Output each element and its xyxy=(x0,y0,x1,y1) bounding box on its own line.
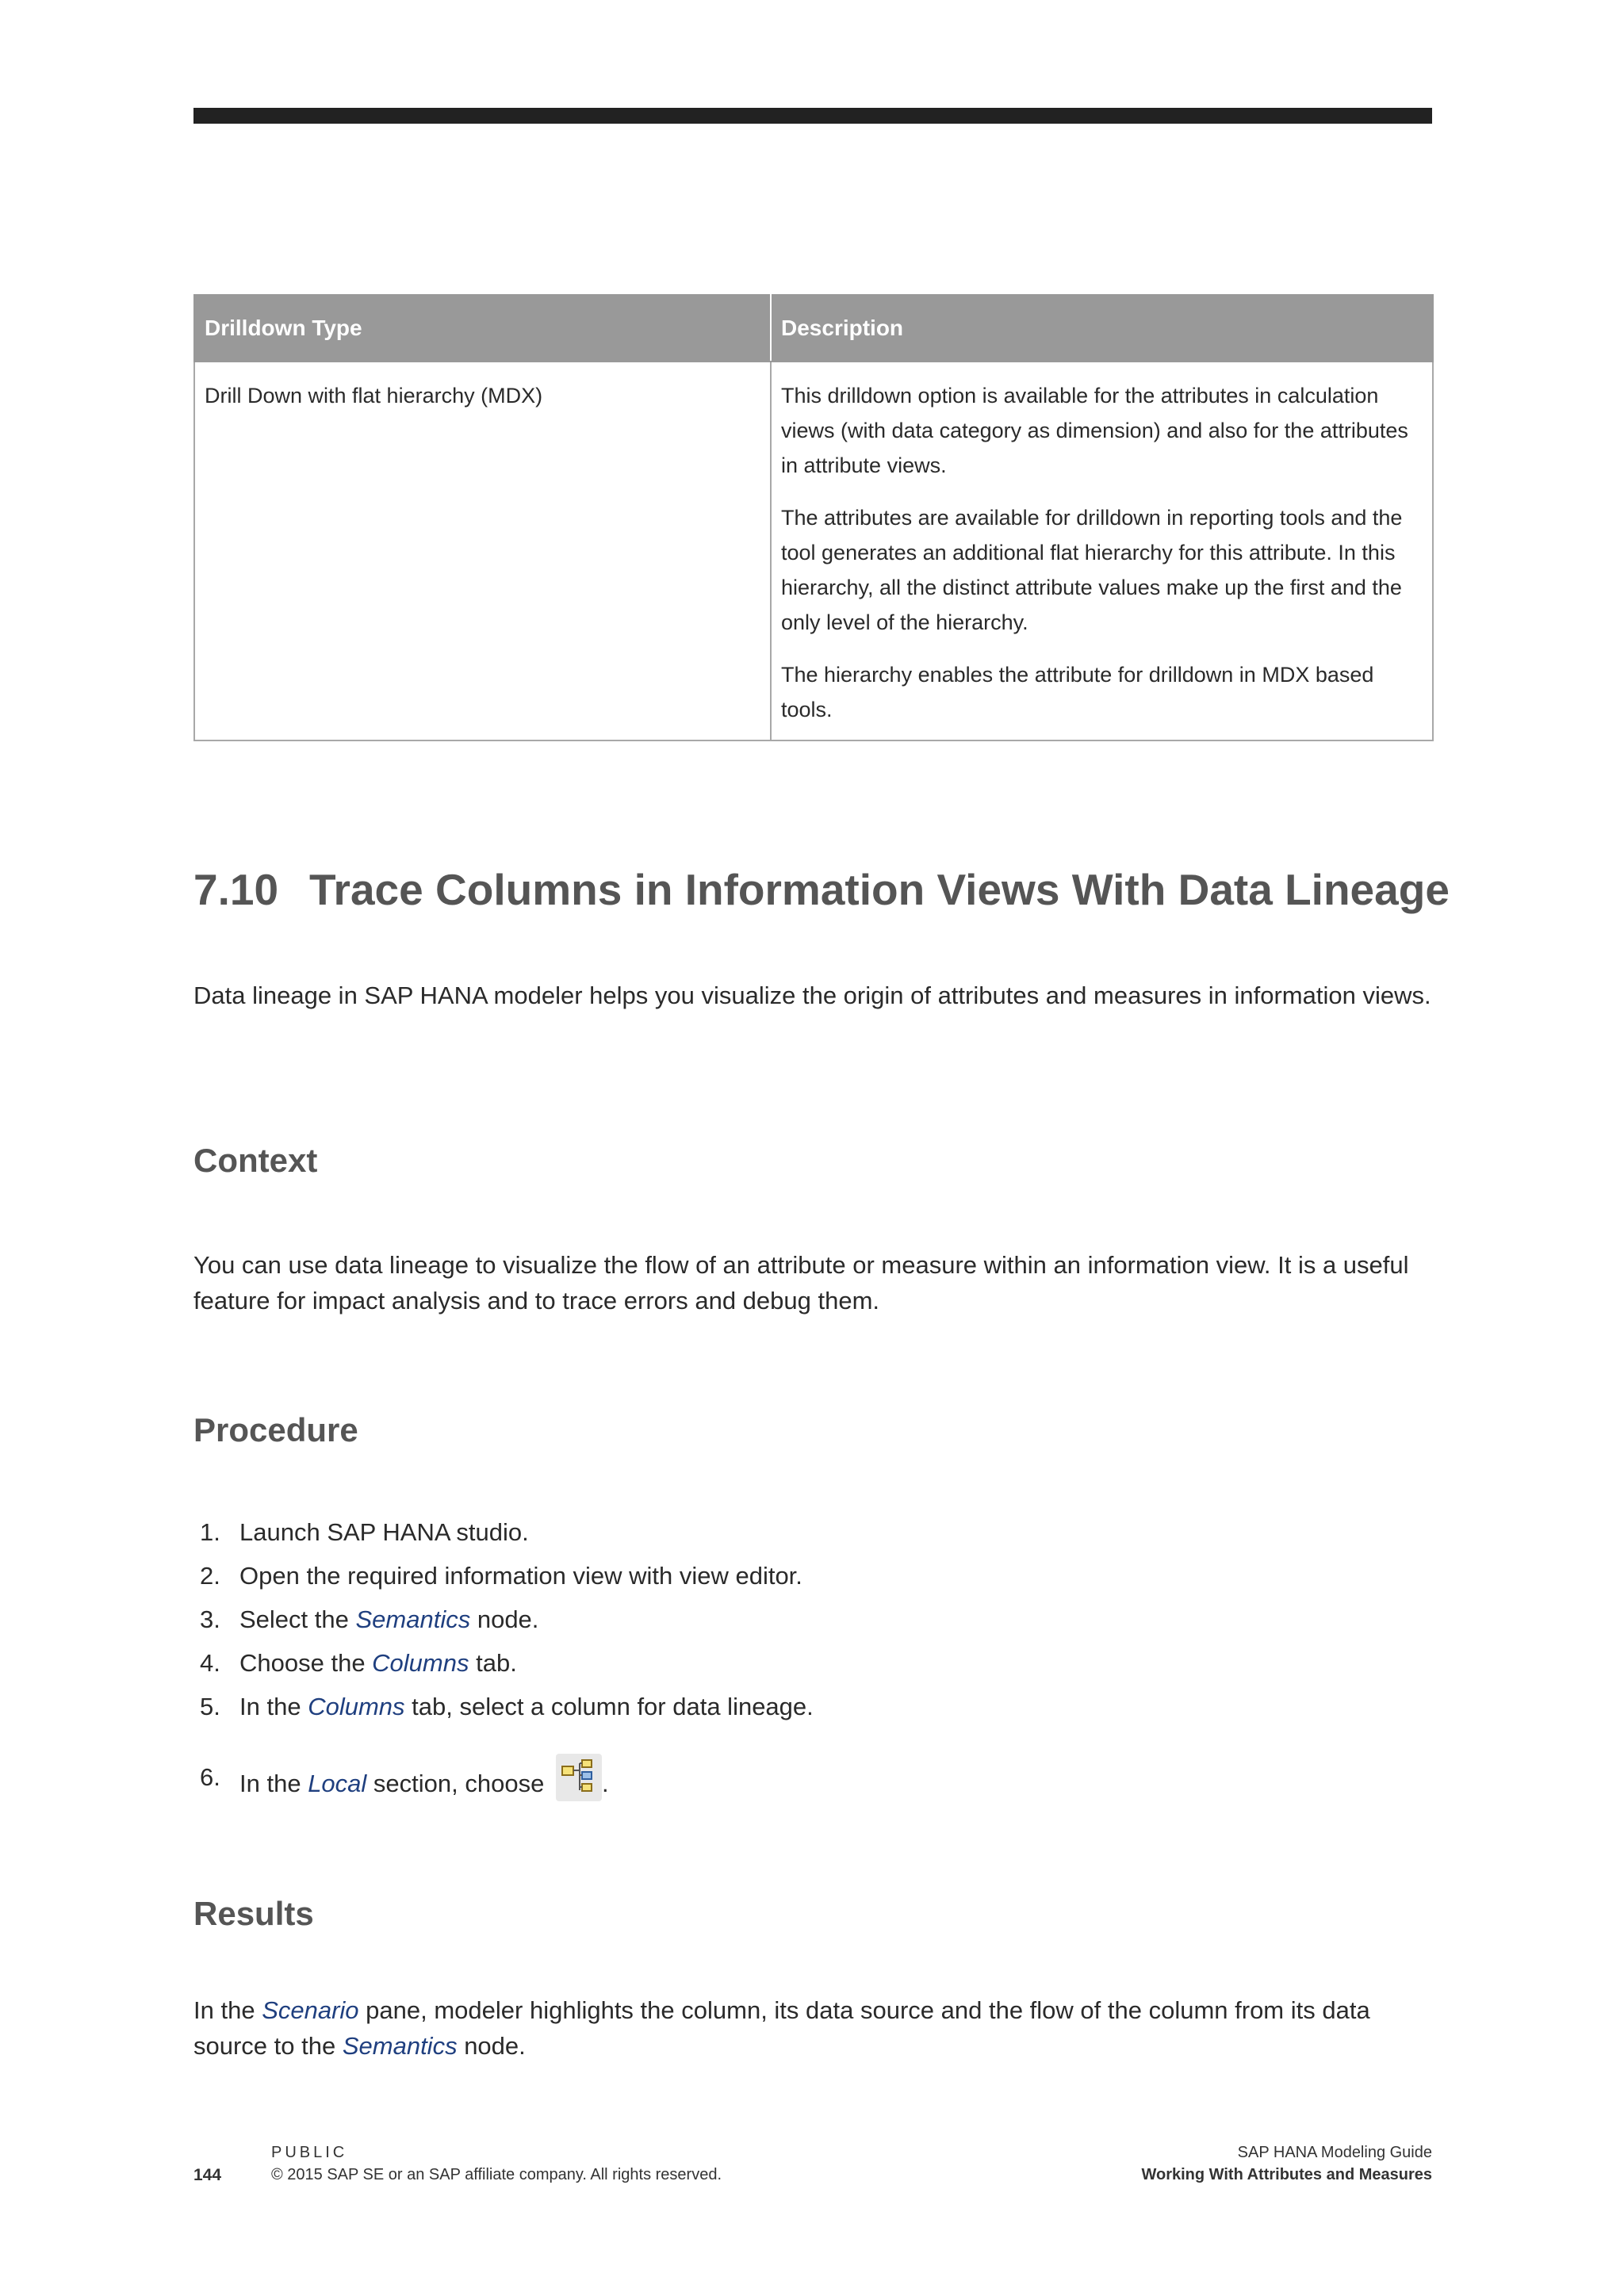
table-header-row xyxy=(194,295,1433,362)
top-rule xyxy=(193,108,1432,124)
columns-link: Columns xyxy=(372,1649,469,1677)
procedure-step: 1. Launch SAP HANA studio. xyxy=(200,1518,529,1546)
chapter-title: Working With Attributes and Measures xyxy=(1141,2166,1432,2183)
columns-link: Columns xyxy=(308,1693,405,1720)
procedure-step: 3. Select the Semantics node. xyxy=(200,1605,539,1633)
semantics-link: Semantics xyxy=(355,1605,471,1633)
classification-label: PUBLIC xyxy=(271,2144,348,2161)
context-heading: Context xyxy=(193,1142,318,1179)
table-header-drilldown-type: Drilldown Type xyxy=(194,295,771,362)
data-lineage-icon xyxy=(556,1754,602,1801)
section-number: 7.10 xyxy=(193,865,279,914)
procedure-step: 2. Open the required information view with view editor. xyxy=(200,1562,802,1590)
results-heading: Results xyxy=(193,1895,314,1932)
procedure-step: 5. In the Columns tab, select a column for data lineage. xyxy=(200,1693,814,1720)
section-intro: Data lineage in SAP HANA modeler helps you visualize the origin of attributes and measures in information views. xyxy=(193,982,1431,1009)
local-link: Local xyxy=(308,1770,367,1797)
results-text: In the Scenario pane, modeler highlights the column, its data source and the flow of the column from its data source to the Semantics node. xyxy=(193,1996,1370,2060)
procedure-heading: Procedure xyxy=(193,1411,358,1448)
description-paragraph: The hierarchy enables the attribute for drilldown in MDX based tools. xyxy=(781,663,1374,721)
table-cell-description xyxy=(771,362,1433,740)
description-paragraph: The attributes are available for drilldown in reporting tools and the tool generates an additional flat hierarchy for this attribute. In this hierarchy, all the distinct attribute values make up the first and the only level of the hierarchy. xyxy=(781,506,1403,634)
page-number: 144 xyxy=(193,2166,222,2184)
copyright-notice: © 2015 SAP SE or an SAP affiliate company. All rights reserved. xyxy=(271,2166,722,2183)
description-paragraph: This drilldown option is available for the attributes in calculation views (with data category as dimension) and also for the attributes in attribute views. xyxy=(781,384,1408,477)
drilldown-table xyxy=(193,294,1434,741)
table-row xyxy=(194,362,1433,740)
section-title: Trace Columns in Information Views With Data Lineage xyxy=(309,865,1450,914)
procedure-steps xyxy=(193,1510,1432,1825)
procedure-step: 6. In the Local section, choose . xyxy=(193,1728,1432,1825)
context-text: You can use data lineage to visualize the flow of an attribute or measure within an information view. It is a useful feature for impact analysis and to trace errors and debug them. xyxy=(193,1251,1409,1314)
table-cell-type: Drill Down with flat hierarchy (MDX) xyxy=(194,362,771,740)
semantics-link: Semantics xyxy=(342,2032,458,2060)
table-header-description: Description xyxy=(771,295,1433,362)
scenario-link: Scenario xyxy=(262,1996,359,2024)
page-footer xyxy=(193,2141,1432,2188)
guide-title: SAP HANA Modeling Guide xyxy=(1237,2144,1432,2161)
section-heading xyxy=(193,864,1462,915)
procedure-step: 4. Choose the Columns tab. xyxy=(200,1649,517,1677)
